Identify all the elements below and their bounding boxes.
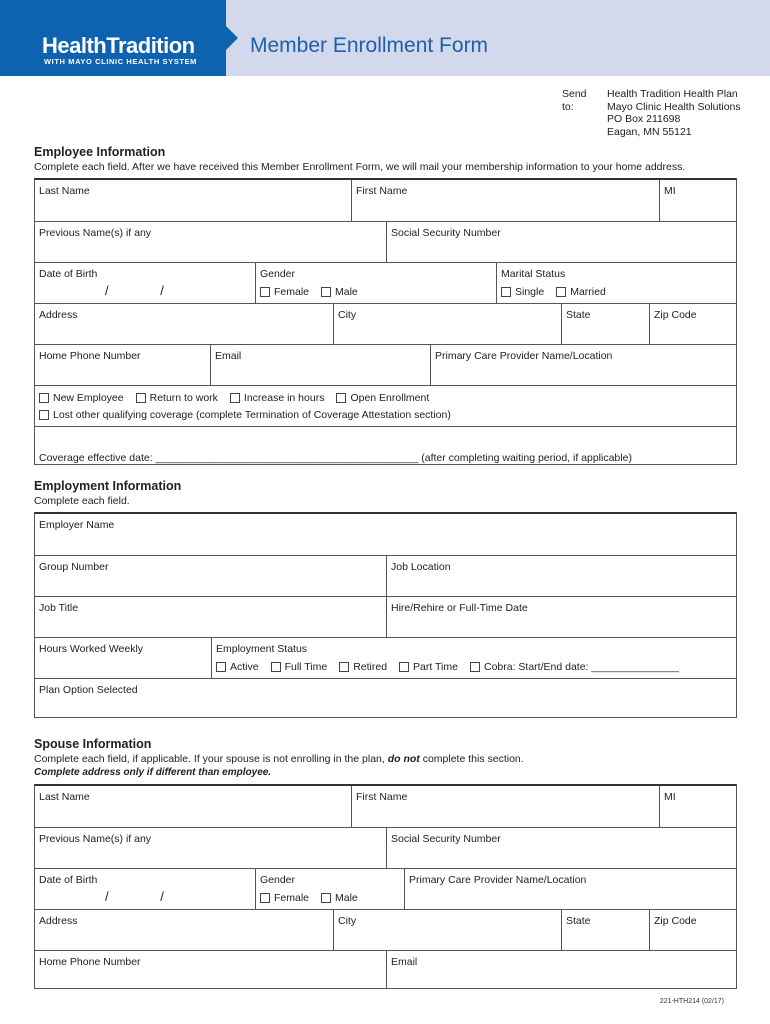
spouse-email-field[interactable]: [386, 951, 736, 989]
option-label: Retired: [353, 661, 388, 673]
desc-text: complete this section.: [419, 753, 524, 765]
checkbox[interactable]: [336, 393, 346, 403]
checkbox[interactable]: [321, 893, 331, 903]
brand-block: [0, 0, 226, 76]
checkbox[interactable]: [39, 410, 49, 420]
full-time-option[interactable]: [271, 661, 328, 673]
field-label: Last Name: [39, 185, 90, 197]
employee-section-desc: Complete each field. After we have received this Member Enrollment Form, we will mail your membership information to your home address.: [34, 161, 686, 173]
male-option[interactable]: [321, 892, 358, 904]
employment-form: [34, 512, 737, 718]
spouse-form: [34, 784, 737, 989]
field-label: City: [338, 915, 357, 927]
option-label: Full Time: [284, 661, 328, 673]
checkbox[interactable]: [260, 287, 270, 297]
checkbox[interactable]: [470, 662, 480, 672]
send-to-line: Eagan, MN 55121: [607, 125, 692, 138]
open-enrollment-option[interactable]: [336, 392, 429, 404]
field-label: Address: [39, 915, 78, 927]
checkbox[interactable]: [230, 393, 240, 403]
field-label: Gender: [260, 874, 296, 886]
new-employee-option[interactable]: [39, 392, 124, 404]
spouse-first-name-field[interactable]: [351, 786, 659, 827]
spouse-section-title: Spouse Information: [34, 737, 152, 751]
checkbox[interactable]: [216, 662, 226, 672]
form-row: [35, 827, 736, 868]
option-label: Single: [515, 286, 545, 298]
desc-text: Complete each field, if applicable. If your spouse is not enrolling in the plan,: [34, 753, 388, 765]
cobra-option[interactable]: [470, 661, 679, 673]
plan-option-field[interactable]: [35, 679, 736, 718]
field-label: Employer Name: [39, 519, 115, 531]
field-label: Date of Birth: [39, 268, 98, 280]
marital-status-field: [496, 263, 736, 303]
form-row: [35, 180, 736, 221]
spouse-pcp-field[interactable]: [404, 869, 736, 909]
hire-date-field[interactable]: [386, 597, 736, 637]
field-label: Primary Care Provider Name/Location: [409, 874, 587, 886]
field-label: Previous Name(s) if any: [39, 833, 152, 845]
spouse-state-field[interactable]: [561, 910, 649, 950]
header-banner: [0, 0, 770, 76]
field-label: First Name: [356, 185, 408, 197]
option-label: Return to work: [149, 392, 218, 404]
field-label: State: [566, 915, 591, 927]
option-label: Increase in hours: [243, 392, 325, 404]
employment-section-desc: Complete each field.: [34, 495, 130, 507]
employment-section-title: Employment Information: [34, 479, 182, 493]
checkbox[interactable]: [260, 893, 270, 903]
checkbox[interactable]: [501, 287, 511, 297]
option-label: Married: [570, 286, 606, 298]
retired-option[interactable]: [339, 661, 387, 673]
gender-field: [255, 263, 496, 303]
field-label: Previous Name(s) if any: [39, 227, 152, 239]
field-label: Hours Worked Weekly: [39, 643, 144, 655]
field-label: MI: [664, 185, 676, 197]
field-label: Employment Status: [216, 643, 308, 655]
send-to-line: Health Tradition Health Plan: [607, 88, 738, 100]
field-label: Zip Code: [654, 915, 697, 927]
employee-form: [34, 178, 737, 465]
field-label: First Name: [356, 791, 408, 803]
option-label: Open Enrollment: [350, 392, 430, 404]
field-label: Job Location: [391, 561, 451, 573]
form-row: [35, 426, 736, 465]
mi-field[interactable]: [659, 180, 736, 221]
option-label: Cobra: Start/End date: _______________: [483, 661, 679, 673]
page-title: Member Enrollment Form: [250, 34, 489, 57]
field-label: Hire/Rehire or Full-Time Date: [391, 602, 528, 614]
form-row: [35, 344, 736, 385]
form-row: [35, 786, 736, 827]
spouse-section-desc: [34, 753, 524, 765]
form-row: [35, 555, 736, 596]
form-row: [35, 909, 736, 950]
spouse-home-phone-field[interactable]: [35, 951, 386, 989]
field-label: Email: [215, 350, 242, 362]
zip-field[interactable]: [649, 304, 736, 344]
checkbox[interactable]: [556, 287, 566, 297]
form-row: [35, 678, 736, 718]
form-row: [35, 385, 736, 426]
coverage-date-field[interactable]: Coverage effective date: _____________________________________________ (after completing waiting period, if applicable): [39, 452, 632, 464]
field-label: Plan Option Selected: [39, 684, 138, 696]
spouse-city-field[interactable]: [333, 910, 561, 950]
form-row: [35, 262, 736, 303]
group-number-field[interactable]: [35, 556, 386, 596]
employee-section-title: Employee Information: [34, 145, 166, 159]
field-label: Social Security Number: [391, 227, 501, 239]
gender-options: [260, 892, 370, 904]
field-label: MI: [664, 791, 676, 803]
date-separators: / /: [105, 283, 188, 298]
option-label: Female: [274, 892, 310, 904]
option-label: Active: [230, 661, 259, 673]
date-separators: / /: [105, 889, 188, 904]
field-label: Job Title: [39, 602, 79, 614]
field-label: Group Number: [39, 561, 109, 573]
field-label: Marital Status: [501, 268, 566, 280]
checkbox[interactable]: [39, 393, 49, 403]
job-location-field[interactable]: [386, 556, 736, 596]
enrollment-reason-options: [39, 392, 463, 421]
brand-tagline: WITH MAYO CLINIC HEALTH SYSTEM: [44, 57, 197, 66]
send-to-line: PO Box 211698: [607, 113, 681, 125]
job-title-field[interactable]: [35, 597, 386, 637]
form-row: [35, 221, 736, 262]
spouse-section-note: Complete address only if different than employee.: [34, 767, 272, 778]
field-label: Email: [391, 956, 418, 968]
form-row: [35, 596, 736, 637]
form-row: [35, 514, 736, 555]
previous-names-field[interactable]: [35, 222, 386, 262]
checkbox[interactable]: [136, 393, 146, 403]
email-field[interactable]: [210, 345, 430, 385]
field-label: City: [338, 309, 357, 321]
spouse-mi-field[interactable]: [659, 786, 736, 827]
spouse-ssn-field[interactable]: [386, 828, 736, 868]
first-name-field[interactable]: [351, 180, 659, 221]
spouse-dob-field[interactable]: [35, 869, 255, 909]
checkbox[interactable]: [339, 662, 349, 672]
field-label: Address: [39, 309, 78, 321]
married-option[interactable]: [556, 286, 606, 298]
city-field[interactable]: [333, 304, 561, 344]
form-row: [35, 637, 736, 678]
increase-hours-option[interactable]: [230, 392, 325, 404]
hours-weekly-field[interactable]: [35, 638, 211, 678]
option-label: Female: [274, 286, 310, 298]
part-time-option[interactable]: [399, 661, 458, 673]
chevron-right-icon: [226, 26, 238, 50]
lost-coverage-option[interactable]: [39, 409, 451, 421]
address-field[interactable]: [35, 304, 333, 344]
option-label: Male: [335, 892, 358, 904]
dob-field[interactable]: [35, 263, 255, 303]
field-label: State: [566, 309, 591, 321]
field-label: Zip Code: [654, 309, 697, 321]
last-name-field[interactable]: [35, 180, 351, 221]
field-label: Home Phone Number: [39, 956, 141, 968]
spouse-previous-names-field[interactable]: [35, 828, 386, 868]
employment-status-options: [216, 661, 691, 673]
send-to-label: Send to:: [562, 88, 587, 113]
female-option[interactable]: [260, 286, 309, 298]
male-option[interactable]: [321, 286, 358, 298]
spouse-zip-field[interactable]: [649, 910, 736, 950]
form-code: 221-HTH214 (02/17): [659, 998, 724, 1005]
desc-emphasis: do not: [387, 753, 420, 765]
option-label: New Employee: [53, 392, 124, 404]
send-to-address: [607, 88, 741, 138]
home-phone-field[interactable]: [35, 345, 210, 385]
single-option[interactable]: [501, 286, 544, 298]
option-label: Part Time: [413, 661, 458, 673]
ssn-field[interactable]: [386, 222, 736, 262]
field-label: Primary Care Provider Name/Location: [435, 350, 613, 362]
form-row: [35, 868, 736, 909]
field-label: Last Name: [39, 791, 90, 803]
gender-options: [260, 286, 370, 298]
employer-name-field[interactable]: [35, 514, 736, 555]
option-label: Male: [335, 286, 358, 298]
state-field[interactable]: [561, 304, 649, 344]
send-to-line: Mayo Clinic Health Solutions: [607, 100, 741, 113]
option-label: Lost other qualifying coverage (complete Termination of Coverage Attestation section): [53, 409, 451, 421]
field-label: Social Security Number: [391, 833, 501, 845]
return-to-work-option[interactable]: [136, 392, 218, 404]
form-row: [35, 950, 736, 989]
female-option[interactable]: [260, 892, 309, 904]
field-label: Date of Birth: [39, 874, 98, 886]
pcp-field[interactable]: [430, 345, 736, 385]
field-label: Home Phone Number: [39, 350, 141, 362]
spouse-last-name-field[interactable]: [35, 786, 351, 827]
form-row: [35, 303, 736, 344]
employment-status-field: [211, 638, 736, 678]
marital-options: [501, 286, 618, 298]
spouse-address-field[interactable]: [35, 910, 333, 950]
checkbox[interactable]: [399, 662, 409, 672]
brand-logo: HealthTradition: [42, 33, 195, 58]
checkbox[interactable]: [271, 662, 281, 672]
spouse-gender-field: [255, 869, 404, 909]
checkbox[interactable]: [321, 287, 331, 297]
active-option[interactable]: [216, 661, 259, 673]
field-label: Gender: [260, 268, 296, 280]
